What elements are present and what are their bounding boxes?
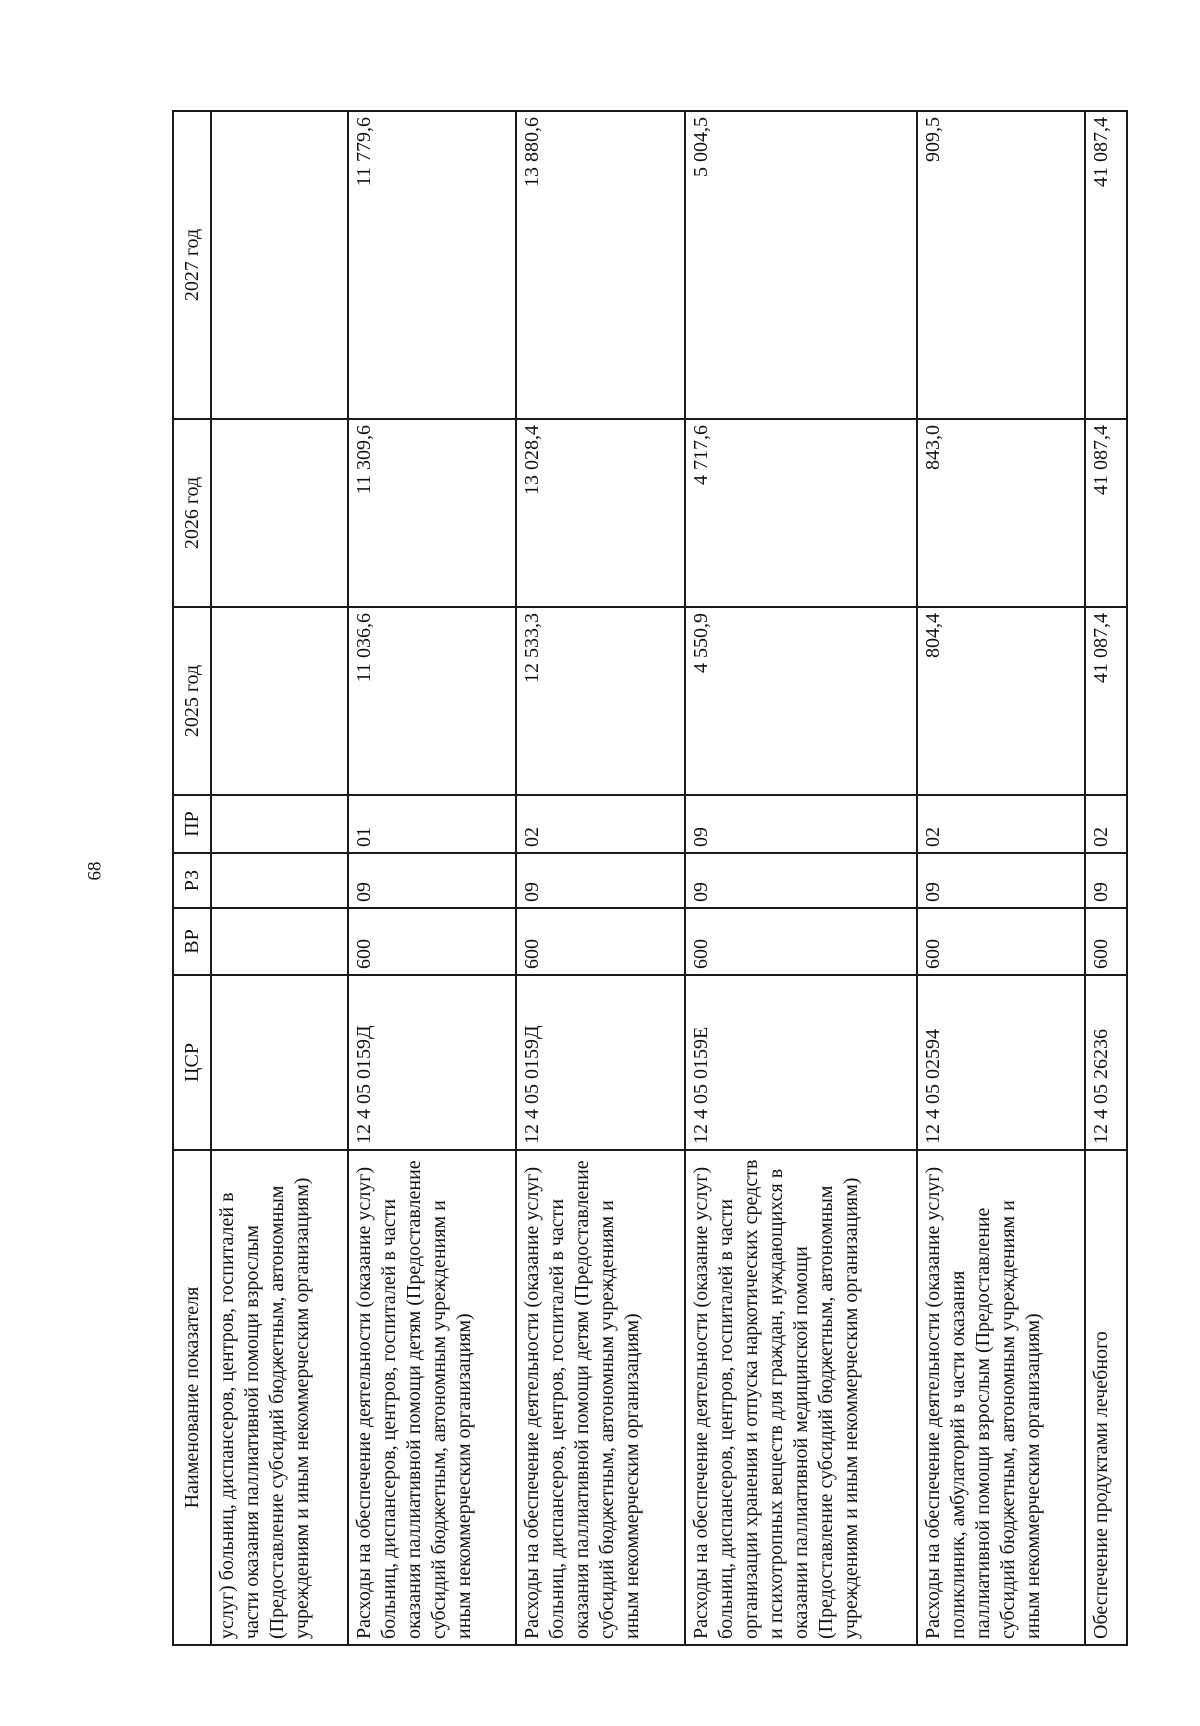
table-row: [211, 111, 348, 1645]
row-2027: [211, 111, 348, 419]
row-csr: 12 4 05 02594: [917, 975, 1086, 1150]
row-csr: [211, 975, 348, 1150]
row-pr: [211, 795, 348, 853]
row-name: услуг) больниц, диспансеров, центров, госпиталей в части оказания паллиативной помощи взрослым (Предоставление субсидий бюджетным, автономным учреждениям и иным некоммерческим организациям): [211, 1150, 348, 1645]
row-pr: 02: [516, 795, 685, 853]
row-2025: 11 036,6: [348, 607, 517, 795]
row-name: Обеспечение продуктами лечебного: [1085, 1150, 1127, 1645]
table-row: [1085, 111, 1127, 1645]
row-2027: 41 087,4: [1085, 111, 1127, 419]
row-2027: 11 779,6: [348, 111, 517, 419]
row-2026: 41 087,4: [1085, 419, 1127, 607]
table-container: [172, 112, 1128, 1646]
row-rz: 09: [1085, 853, 1127, 908]
header-vr: ВР: [173, 908, 211, 975]
table-row: [685, 111, 917, 1645]
row-2026: [211, 419, 348, 607]
header-name: Наименование показателя: [173, 1150, 211, 1645]
row-rz: 09: [516, 853, 685, 908]
table-row: [516, 111, 685, 1645]
row-2026: 13 028,4: [516, 419, 685, 607]
header-csr: ЦСР: [173, 975, 211, 1150]
row-vr: 600: [1085, 908, 1127, 975]
row-name: Расходы на обеспечение деятельности (оказание услуг) больниц, диспансеров, центров, госпиталей в части оказания паллиативной помощи детям (Предоставление субсидий бюджетным, автономным учреждениям и иным некоммерческим организациям): [348, 1150, 517, 1645]
row-name: Расходы на обеспечение деятельности (оказание услуг) больниц, диспансеров, центров, госпиталей в части оказания паллиативной помощи детям (Предоставление субсидий бюджетным, автономным учреждениям и иным некоммерческим организациям): [516, 1150, 685, 1645]
row-pr: 02: [917, 795, 1086, 853]
row-vr: 600: [348, 908, 517, 975]
row-2025: 41 087,4: [1085, 607, 1127, 795]
row-csr: 12 4 05 26236: [1085, 975, 1127, 1150]
row-pr: 01: [348, 795, 517, 853]
row-2025: 4 550,9: [685, 607, 917, 795]
row-2026: 11 309,6: [348, 419, 517, 607]
row-vr: 600: [917, 908, 1086, 975]
header-pr: ПР: [173, 795, 211, 853]
row-vr: 600: [685, 908, 917, 975]
row-2025: 12 533,3: [516, 607, 685, 795]
row-2027: 909,5: [917, 111, 1086, 419]
table-row: [348, 111, 517, 1645]
row-2026: 4 717,6: [685, 419, 917, 607]
row-pr: 09: [685, 795, 917, 853]
row-rz: 09: [348, 853, 517, 908]
row-rz: [211, 853, 348, 908]
row-2027: 5 004,5: [685, 111, 917, 419]
row-vr: 600: [516, 908, 685, 975]
row-csr: 12 4 05 0159Д: [348, 975, 517, 1150]
header-rz: РЗ: [173, 853, 211, 908]
page-number: 68: [84, 861, 106, 881]
row-2027: 13 880,6: [516, 111, 685, 419]
row-rz: 09: [685, 853, 917, 908]
row-2026: 843,0: [917, 419, 1086, 607]
row-2025: [211, 607, 348, 795]
header-2025: 2025 год: [173, 607, 211, 795]
header-2026: 2026 год: [173, 419, 211, 607]
table-header-row: [173, 111, 211, 1645]
row-name: Расходы на обеспечение деятельности (оказание услуг) больниц, диспансеров, центров, госпиталей в части организации хранения и отпуска наркотических средств и психотропных веществ для граждан, нуждающихся в оказании паллиативной медицинской помощи (Предоставление субсидий бюджетным, автономным учреждениям и иным некоммерческим организациям): [685, 1150, 917, 1645]
table-row: [917, 111, 1086, 1645]
row-csr: 12 4 05 0159Д: [516, 975, 685, 1150]
row-rz: 09: [917, 853, 1086, 908]
row-vr: [211, 908, 348, 975]
row-name: Расходы на обеспечение деятельности (оказание услуг) поликлиник, амбулаторий в части оказания паллиативной помощи взрослым (Предоставление субсидий бюджетным, автономным учреждениям и иным некоммерческим организациям): [917, 1150, 1086, 1645]
budget-table: [172, 110, 1128, 1646]
row-pr: 02: [1085, 795, 1127, 853]
row-2025: 804,4: [917, 607, 1086, 795]
header-2027: 2027 год: [173, 111, 211, 419]
row-csr: 12 4 05 0159Е: [685, 975, 917, 1150]
